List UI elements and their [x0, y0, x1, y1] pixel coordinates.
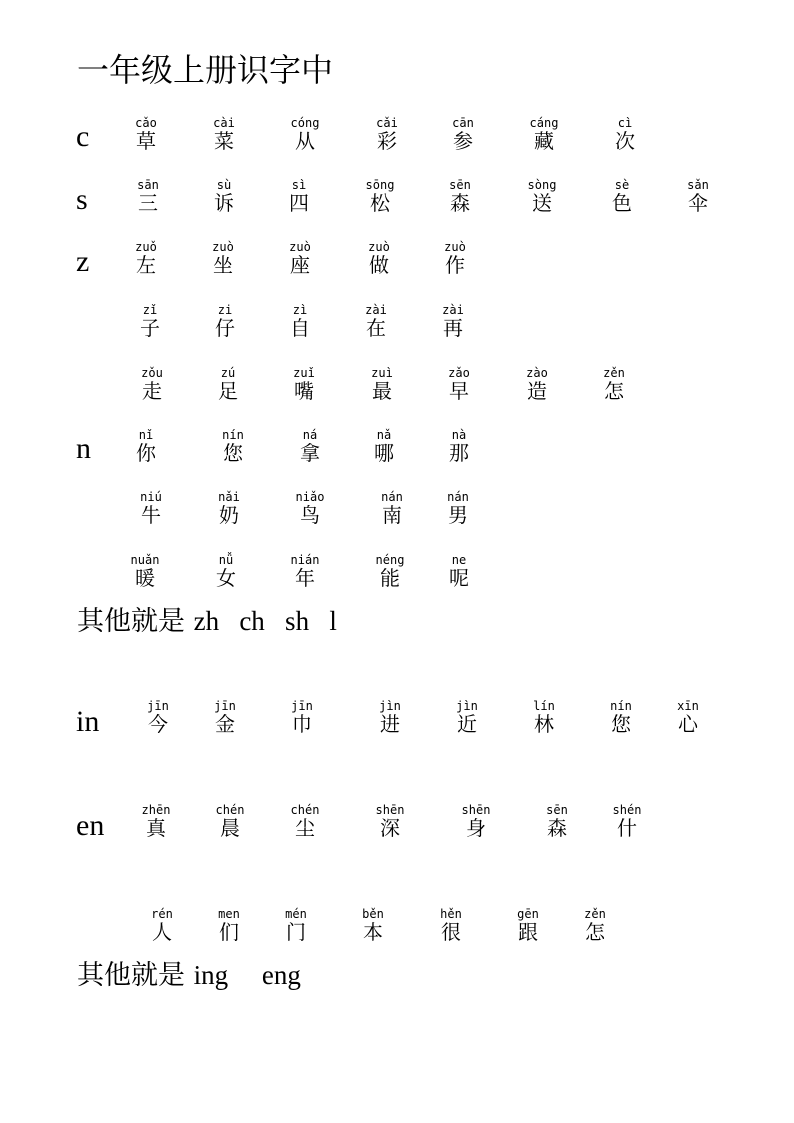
- pinyin-label: zào: [526, 366, 548, 380]
- hanzi-character: 三: [138, 191, 158, 215]
- initial-letter-z: z: [76, 245, 90, 278]
- pinyin-label: jìn: [379, 699, 401, 713]
- hanzi-character: 怎: [604, 379, 624, 403]
- hanzi-character: 造: [527, 379, 547, 403]
- pinyin-label: zuò: [289, 240, 311, 254]
- pinyin-label: ne: [451, 553, 467, 567]
- hanzi-character: 最: [372, 379, 392, 403]
- hanzi-character: 藏: [534, 129, 554, 153]
- pinyin-character: [199, 490, 259, 526]
- hanzi-character: 您: [611, 712, 631, 736]
- hanzi-character: 年: [295, 566, 315, 590]
- pinyin-label: cài: [213, 116, 235, 130]
- pinyin-character: [270, 303, 330, 339]
- pinyin-label: nín: [222, 428, 244, 442]
- note-initials: [77, 604, 337, 639]
- pinyin-character: [275, 803, 335, 839]
- pinyin-label: sēn: [546, 803, 568, 817]
- pinyin-character: [118, 178, 178, 214]
- hanzi-character: 诉: [214, 191, 234, 215]
- hanzi-character: 从: [295, 129, 315, 153]
- hanzi-character: 送: [532, 191, 552, 215]
- pinyin-character: [514, 116, 574, 152]
- hanzi-character: 次: [615, 129, 635, 153]
- pinyin-label: jīn: [147, 699, 169, 713]
- pinyin-character: [198, 366, 258, 402]
- pinyin-character: [115, 553, 175, 589]
- pinyin-label: cáng: [529, 116, 559, 130]
- pinyin-character: [272, 699, 332, 735]
- pinyin-label: cān: [452, 116, 474, 130]
- pinyin-label: sān: [137, 178, 159, 192]
- pinyin-label: zi: [217, 303, 233, 317]
- pinyin-character: [357, 116, 417, 152]
- pinyin-character: [121, 490, 181, 526]
- pinyin-character: [343, 907, 403, 943]
- pinyin-character: [126, 803, 186, 839]
- pinyin-character: [429, 428, 489, 464]
- pinyin-label: nǎ: [376, 428, 392, 442]
- pinyin-label: sù: [216, 178, 232, 192]
- pinyin-label: nǎi: [218, 490, 240, 504]
- pinyin-label: sè: [614, 178, 630, 192]
- pinyin-character: [352, 366, 412, 402]
- pinyin-character: [122, 366, 182, 402]
- pinyin-label: shēn: [375, 803, 405, 817]
- pinyin-character: [430, 178, 490, 214]
- hanzi-character: 在: [366, 316, 386, 340]
- pinyin-label: běn: [362, 907, 384, 921]
- pinyin-label: zài: [365, 303, 387, 317]
- pinyin-label: nín: [610, 699, 632, 713]
- pinyin-label: chén: [215, 803, 245, 817]
- pinyin-label: cóng: [290, 116, 320, 130]
- pinyin-character: [203, 428, 263, 464]
- pinyin-label: nà: [451, 428, 467, 442]
- hanzi-character: 身: [466, 816, 486, 840]
- hanzi-character: 门: [286, 920, 306, 944]
- hanzi-character: 近: [457, 712, 477, 736]
- pinyin-character: [360, 553, 420, 589]
- pinyin-character: [668, 178, 728, 214]
- hanzi-character: 您: [223, 441, 243, 465]
- pinyin-character: [116, 240, 176, 276]
- pinyin-character: [584, 366, 644, 402]
- pinyin-label: zuò: [444, 240, 466, 254]
- pinyin-character: [274, 366, 334, 402]
- pinyin-label: zài: [442, 303, 464, 317]
- pinyin-character: [446, 803, 506, 839]
- pinyin-label: jīn: [214, 699, 236, 713]
- pinyin-character: [595, 116, 655, 152]
- hanzi-character: 菜: [214, 129, 234, 153]
- hanzi-character: 森: [547, 816, 567, 840]
- hanzi-character: 子: [140, 316, 160, 340]
- pinyin-label: shén: [612, 803, 642, 817]
- pinyin-label: zuǐ: [293, 366, 315, 380]
- final-letter-in: in: [76, 705, 100, 738]
- pinyin-label: sǎn: [687, 178, 709, 192]
- pinyin-character: [195, 699, 255, 735]
- note-prefix: 其他就是: [77, 606, 185, 637]
- pinyin-label: zǒu: [141, 366, 163, 380]
- pinyin-label: zǎo: [448, 366, 470, 380]
- pinyin-character: [527, 803, 587, 839]
- note-letters: ing eng: [193, 960, 301, 990]
- note-prefix: 其他就是: [77, 960, 185, 991]
- hanzi-character: 人: [152, 920, 172, 944]
- hanzi-character: 再: [443, 316, 463, 340]
- pinyin-character: [360, 699, 420, 735]
- pinyin-character: [199, 907, 259, 943]
- hanzi-character: 巾: [292, 712, 312, 736]
- pinyin-character: [512, 178, 572, 214]
- pinyin-label: rén: [151, 907, 173, 921]
- hanzi-character: 早: [449, 379, 469, 403]
- pinyin-character: [270, 240, 330, 276]
- hanzi-character: 森: [450, 191, 470, 215]
- hanzi-character: 金: [215, 712, 235, 736]
- pinyin-label: jīn: [291, 699, 313, 713]
- pinyin-label: néng: [375, 553, 405, 567]
- pinyin-label: ná: [302, 428, 318, 442]
- pinyin-character: [280, 428, 340, 464]
- hanzi-character: 拿: [300, 441, 320, 465]
- hanzi-character: 鸟: [300, 503, 320, 527]
- pinyin-label: sōng: [365, 178, 395, 192]
- hanzi-character: 真: [146, 816, 166, 840]
- hanzi-character: 牛: [141, 503, 161, 527]
- pinyin-label: mén: [285, 907, 307, 921]
- pinyin-label: zú: [220, 366, 236, 380]
- pinyin-label: xīn: [677, 699, 699, 713]
- pinyin-character: [354, 428, 414, 464]
- pinyin-label: cǎo: [135, 116, 157, 130]
- pinyin-character: [421, 907, 481, 943]
- hanzi-character: 深: [380, 816, 400, 840]
- hanzi-character: 很: [441, 920, 461, 944]
- hanzi-character: 今: [148, 712, 168, 736]
- hanzi-character: 彩: [377, 129, 397, 153]
- pinyin-label: nǐ: [138, 428, 154, 442]
- hanzi-character: 能: [380, 566, 400, 590]
- pinyin-character: [360, 803, 420, 839]
- pinyin-label: zhēn: [141, 803, 171, 817]
- pinyin-character: [194, 178, 254, 214]
- hanzi-character: 草: [136, 129, 156, 153]
- pinyin-character: [275, 116, 335, 152]
- pinyin-character: [269, 178, 329, 214]
- pinyin-character: [498, 907, 558, 943]
- pinyin-label: sì: [291, 178, 307, 192]
- pinyin-label: nǚ: [218, 553, 234, 567]
- pinyin-character: [346, 303, 406, 339]
- pinyin-character: [194, 116, 254, 152]
- hanzi-character: 暖: [135, 566, 155, 590]
- hanzi-character: 进: [380, 712, 400, 736]
- hanzi-character: 嘴: [294, 379, 314, 403]
- pinyin-label: chén: [290, 803, 320, 817]
- pinyin-character: [658, 699, 718, 735]
- pinyin-character: [362, 490, 422, 526]
- initial-letter-c: c: [76, 120, 90, 153]
- hanzi-character: 男: [448, 503, 468, 527]
- initial-letter-s: s: [76, 183, 88, 216]
- pinyin-character: [429, 553, 489, 589]
- pinyin-label: shēn: [461, 803, 491, 817]
- hanzi-character: 做: [369, 253, 389, 277]
- pinyin-character: [507, 366, 567, 402]
- pinyin-label: nán: [381, 490, 403, 504]
- pinyin-label: zuǒ: [135, 240, 157, 254]
- pinyin-label: sòng: [527, 178, 557, 192]
- pinyin-label: zì: [292, 303, 308, 317]
- pinyin-label: hěn: [440, 907, 462, 921]
- hanzi-character: 南: [382, 503, 402, 527]
- hanzi-character: 心: [678, 712, 698, 736]
- pinyin-label: zuì: [371, 366, 393, 380]
- pinyin-character: [349, 240, 409, 276]
- note-finals: [77, 958, 301, 993]
- pinyin-label: gēn: [517, 907, 539, 921]
- hanzi-character: 参: [453, 129, 473, 153]
- pinyin-label: zuò: [212, 240, 234, 254]
- hanzi-character: 那: [449, 441, 469, 465]
- pinyin-label: niú: [140, 490, 162, 504]
- pinyin-label: niǎo: [295, 490, 325, 504]
- pinyin-character: [116, 116, 176, 152]
- pinyin-character: [429, 366, 489, 402]
- pinyin-character: [193, 240, 253, 276]
- pinyin-label: men: [218, 907, 240, 921]
- hanzi-character: 什: [617, 816, 637, 840]
- pinyin-label: jìn: [456, 699, 478, 713]
- pinyin-label: cǎi: [376, 116, 398, 130]
- pinyin-character: [423, 303, 483, 339]
- hanzi-character: 尘: [295, 816, 315, 840]
- hanzi-character: 怎: [585, 920, 605, 944]
- hanzi-character: 坐: [213, 253, 233, 277]
- page-title: 一年级上册识字中: [77, 51, 334, 89]
- pinyin-label: zěn: [603, 366, 625, 380]
- pinyin-label: zuò: [368, 240, 390, 254]
- hanzi-character: 跟: [518, 920, 538, 944]
- pinyin-character: [425, 240, 485, 276]
- hanzi-character: 色: [612, 191, 632, 215]
- hanzi-character: 足: [218, 379, 238, 403]
- pinyin-character: [428, 490, 488, 526]
- hanzi-character: 女: [216, 566, 236, 590]
- pinyin-label: sēn: [449, 178, 471, 192]
- pinyin-character: [280, 490, 340, 526]
- hanzi-character: 你: [136, 441, 156, 465]
- hanzi-character: 走: [142, 379, 162, 403]
- hanzi-character: 晨: [220, 816, 240, 840]
- hanzi-character: 本: [363, 920, 383, 944]
- hanzi-character: 们: [219, 920, 239, 944]
- hanzi-character: 松: [370, 191, 390, 215]
- initial-letter-n: n: [76, 432, 91, 465]
- pinyin-character: [565, 907, 625, 943]
- pinyin-label: nán: [447, 490, 469, 504]
- pinyin-label: zěn: [584, 907, 606, 921]
- hanzi-character: 左: [136, 253, 156, 277]
- hanzi-character: 哪: [374, 441, 394, 465]
- pinyin-character: [195, 303, 255, 339]
- pinyin-label: cì: [617, 116, 633, 130]
- note-letters: zh ch sh l: [193, 606, 337, 636]
- pinyin-character: [196, 553, 256, 589]
- hanzi-character: 伞: [688, 191, 708, 215]
- pinyin-character: [591, 699, 651, 735]
- hanzi-character: 座: [290, 253, 310, 277]
- pinyin-character: [514, 699, 574, 735]
- pinyin-character: [592, 178, 652, 214]
- pinyin-character: [266, 907, 326, 943]
- pinyin-character: [275, 553, 335, 589]
- hanzi-character: 呢: [449, 566, 469, 590]
- pinyin-character: [433, 116, 493, 152]
- pinyin-character: [120, 303, 180, 339]
- pinyin-character: [128, 699, 188, 735]
- hanzi-character: 仔: [215, 316, 235, 340]
- pinyin-label: lín: [533, 699, 555, 713]
- hanzi-character: 自: [290, 316, 310, 340]
- pinyin-character: [200, 803, 260, 839]
- final-letter-en: en: [76, 809, 105, 842]
- pinyin-character: [116, 428, 176, 464]
- hanzi-character: 奶: [219, 503, 239, 527]
- pinyin-character: [350, 178, 410, 214]
- pinyin-label: zǐ: [142, 303, 158, 317]
- hanzi-character: 四: [289, 191, 309, 215]
- pinyin-label: nián: [290, 553, 320, 567]
- hanzi-character: 作: [445, 253, 465, 277]
- hanzi-character: 林: [534, 712, 554, 736]
- pinyin-character: [597, 803, 657, 839]
- pinyin-character: [132, 907, 192, 943]
- pinyin-label: nuǎn: [130, 553, 160, 567]
- pinyin-character: [437, 699, 497, 735]
